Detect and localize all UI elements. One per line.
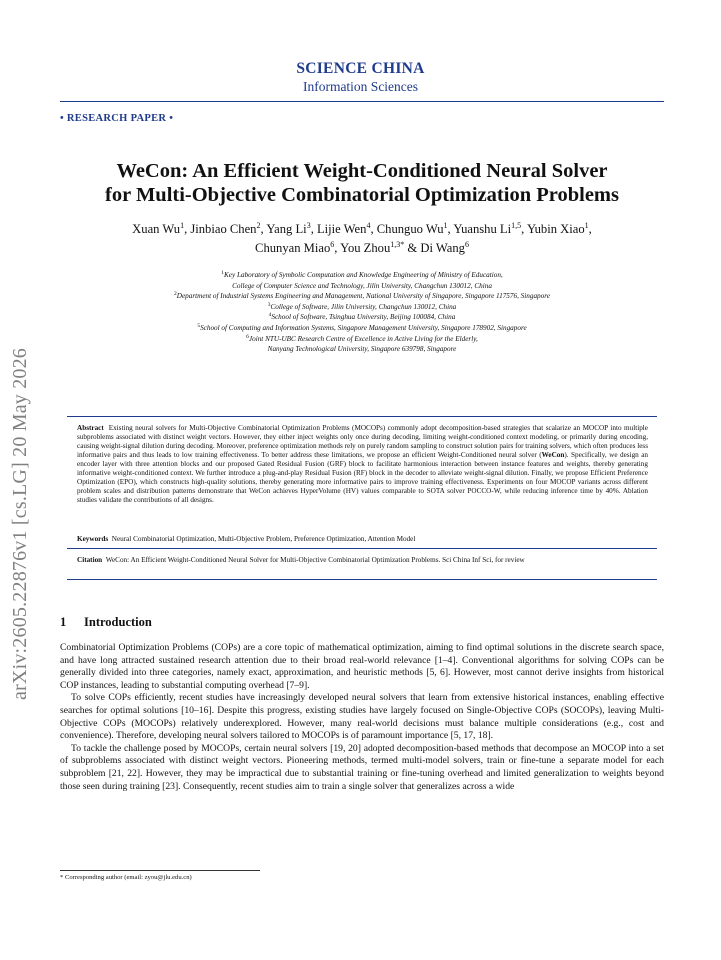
paragraph: To solve COPs efficiently, recent studies have increasingly developed neural solvers that learn from extensive historical instances, enabling effective searches for optimal solutions [10–16]. Despite this progress, existing studies have largely focused on Single-Objective COPs (SOCOPs), leaving Multi-Objective COPs (MOCOPs) relatively underexplored. However, many real-world decisions must balance multiple considerations (e.g., cost and convenience). Therefore, developing neural solvers tailored to MOCOPs is of paramount importance [5, 17, 18].: [60, 692, 664, 742]
author-affiliation-mark: 1,5: [511, 221, 522, 230]
affiliation-text: Key Laboratory of Symbolic Computation and Knowledge Engineering of Ministry of Education,: [224, 271, 503, 279]
citation-text: WeCon: An Efficient Weight-Conditioned Neural Solver for Multi-Objective Combinatorial Optimization Problems. Sci China Inf Sci, for review: [105, 556, 525, 564]
author-list: Xuan Wu$^1$, Jinbiao Chen$^2$, Yang Li$^3$, Lijie Wen$^4$, Chunguo Wu$^1$, Yuanshu Li$^{1,5}$, Yubin Xiao$^1$, Chunyan Miao$^6$, You Zhou$^{1,3*}$ & Di Wang$^6$: [132, 221, 592, 255]
title-line-2: for Multi-Objective Combinatorial Optimization Problems: [105, 184, 619, 206]
journal-name: SCIENCE CHINA: [296, 60, 425, 77]
abstract: [77, 424, 648, 505]
paragraph: To tackle the challenge posed by MOCOPs, certain neural solvers [19, 20] adopted decomposition-based methods that decompose an MOCOP into a set of subproblems associated with distinct weight vectors. Pioneering methods, termed multi-model solvers, train or fine-tune a separate model for each subproblem [21, 22]. However, they may be impractical due to substantial training or fine-tuning overhead and limited generalization to weights beyond those seen during training [23]. Consequently, recent studies aim to train a single solver that generalizes across a wide: [60, 742, 664, 792]
author-affiliation-mark: 1,3*: [390, 239, 405, 249]
author-name: Yang Li: [266, 222, 307, 236]
abstract-method-name: WeCon: [541, 451, 565, 460]
abstract-text-start: Existing neural solvers for Multi-Objective Combinatorial Optimization Problems (MOCOPs) commonly adopt decomposition-based strategies that scalarize an MOCOP into multiple subproblems associated with distinct weight vectors. However, they either inject weights only once during decoding, limiting weight-conditioned context modeling, or primarily during encoding, causing weight-signal dilution during decoding. Moreover, preference optimization methods rely on purely random sampling to construct solution pairs for training solvers, which often produces less informative pairs and thus leads to low training effectiveness. To better address these limitations, we propose an efficient Weight-Conditioned neural solver (: [77, 424, 648, 460]
author-affiliation-mark: 6: [464, 239, 469, 249]
affiliation-text: Joint NTU-UBC Research Centre of Excellence in Active Living for the Elderly,: [248, 334, 478, 343]
affiliation-text: College of Software, Jilin University, Changchun 130012, China: [270, 302, 457, 311]
keywords-label: Keywords: [77, 535, 109, 543]
paragraph: Combinatorial Optimization Problems (COPs) are a core topic of mathematical optimization, aiming to find optimal solutions in the discrete search space, and have long attracted sustained research attention due to their broad real-world relevance [1–4]. Conventional algorithms for solving COPs can be generally divided into three categories, namely exact, approximation, and heuristic methods [5, 6]. However, most cannot derive insights from historical COP instances, leading to substantial computing overhead [7–9].: [60, 642, 664, 691]
arxiv-identifier-stamp: arXiv:2605.22876v1 [cs.LG] 20 May 2026: [9, 348, 31, 700]
abstract-top-rule: [67, 416, 657, 417]
affiliation-line: [40, 281, 684, 292]
journal-subtitle: Information Sciences: [302, 79, 419, 94]
affiliation-line: [40, 323, 684, 334]
author-name: You Zhou: [340, 240, 391, 255]
author-affiliation-mark: 1: [443, 221, 448, 230]
footnote-divider: [60, 870, 260, 871]
citation-bottom-rule: [67, 579, 657, 580]
author-name: Chunguo Wu: [376, 222, 444, 236]
section-number: 1: [60, 615, 67, 629]
journal-header: [0, 60, 721, 95]
author-name: Chunyan Miao: [255, 240, 331, 255]
keywords: [77, 535, 648, 543]
introduction-body: [60, 642, 664, 793]
author-affiliation-mark: 2: [256, 221, 261, 230]
affiliation-line: [40, 312, 684, 323]
author-affiliation-mark: 4: [366, 221, 371, 230]
affiliation-mark: 6: [246, 333, 249, 340]
keywords-citation-rule: [67, 548, 657, 549]
affiliation-mark: 2: [174, 291, 177, 298]
author-name: Yuanshu Li: [453, 222, 512, 236]
paper-type-label: • RESEARCH PAPER •: [60, 113, 174, 124]
author-affiliation-mark: 6: [330, 239, 335, 249]
author-name: Lijie Wen: [316, 222, 367, 236]
author-name: Xuan Wu: [132, 222, 181, 236]
footnote: * Corresponding author (email: zyou@jlu.edu.cn): [60, 874, 192, 881]
affiliation-text: School of Software, Tsinghua University, Beijing 100084, China: [271, 313, 456, 322]
affiliation-list: [40, 270, 684, 355]
section-title: Introduction: [84, 615, 152, 629]
abstract-text-end: ). Specifically, we design an encoder layer with three attention blocks and our proposed Gated Residual Fusion (GRF) block to facilitate harmonious interaction between instance features and weights, thereby generating informative weight-conditioned context. We further introduce a plug-and-play Residual Fusion (RF) block in the decoder to alleviate weight-signal dilution. Finally, we propose Efficient Preference Optimization (EPO), which constructs high-quality solutions, thereby generating more informative pairs to improve training effectiveness. Experiments on four MOCOP variants across different problem scales and distribution patterns demonstrate that WeCon achieves HyperVolume (HV) values comparable to SOTA solver POCCO-W, while reducing inference time by 40%. Ablation studies validate the contributions of all designs.: [77, 451, 648, 505]
affiliation-line: [40, 302, 684, 313]
title-line-1: WeCon: An Efficient Weight-Conditioned Neural Solver: [116, 160, 608, 182]
author-affiliation-mark: 1: [180, 221, 185, 230]
header-divider: [60, 101, 664, 102]
author-affiliation-mark: 3: [306, 221, 311, 230]
author-name: Di Wang: [420, 240, 465, 255]
citation-label: Citation: [77, 556, 103, 564]
affiliation-text: Nanyang Technological University, Singapore 639798, Singapore: [267, 345, 457, 354]
affiliation-line: [40, 270, 684, 281]
keywords-text: Neural Combinatorial Optimization, Multi-Objective Problem, Preference Optimization, Attention Model: [111, 535, 416, 543]
affiliation-text: School of Computing and Information Systems, Singapore Management University, Singapore 178902, Singapore: [200, 323, 527, 332]
affiliation-line: [40, 291, 684, 302]
citation: [77, 556, 648, 565]
paper-title: [40, 159, 684, 207]
abstract-label: Abstract: [77, 424, 104, 432]
affiliation-text: College of Computer Science and Technology, Jilin University, Changchun 130012, China: [232, 281, 492, 290]
author-name: Jinbiao Chen: [190, 222, 257, 236]
affiliation-line: [40, 334, 684, 345]
affiliation-mark: 1: [221, 270, 225, 276]
section-heading: [60, 615, 152, 630]
author-name: Yubin Xiao: [526, 222, 585, 236]
author-affiliation-mark: 1: [584, 221, 589, 230]
affiliation-mark: 5: [197, 322, 201, 329]
affiliation-text: Department of Industrial Systems Engineering and Management, National University of Singapore, Singapore 117576, Singapore: [176, 292, 550, 301]
affiliation-mark: 4: [268, 312, 272, 319]
affiliation-mark: 3: [267, 301, 271, 308]
affiliation-line: [40, 344, 684, 355]
